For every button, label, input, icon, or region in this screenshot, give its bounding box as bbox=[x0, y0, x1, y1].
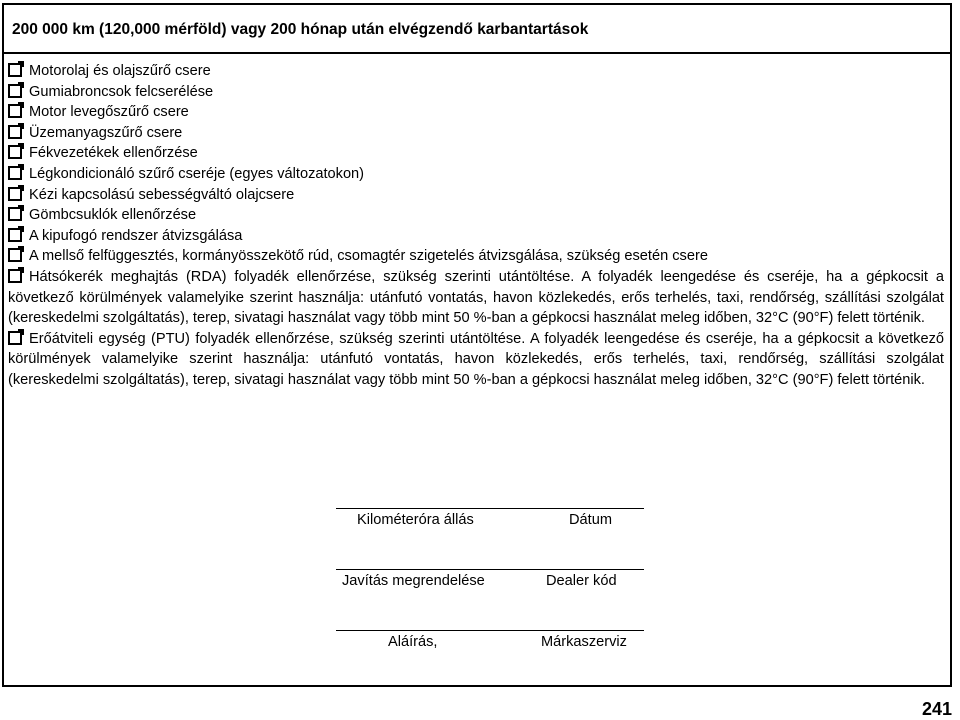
page-title: 200 000 km (120,000 mérföld) vagy 200 hónap után elvégzendő karbantartások bbox=[12, 21, 589, 38]
checklist-item bbox=[8, 226, 944, 247]
checkbox-icon[interactable] bbox=[8, 125, 22, 139]
checklist-item-label: A mellső felfüggesztés, kormányösszekötő rúd, csomagtér szigetelés átvizsgálása, szükség esetén csere bbox=[29, 248, 708, 265]
checklist-item bbox=[8, 246, 944, 267]
signature-label: Aláírás, bbox=[388, 634, 438, 650]
checklist-item-label: A kipufogó rendszer átvizsgálása bbox=[29, 227, 243, 244]
checkbox-icon[interactable] bbox=[8, 166, 22, 180]
checkbox-icon[interactable] bbox=[8, 187, 22, 201]
maintenance-checklist bbox=[8, 61, 944, 391]
checkbox-icon[interactable] bbox=[8, 228, 22, 242]
checkbox-icon[interactable] bbox=[8, 104, 22, 118]
checkbox-icon[interactable] bbox=[8, 145, 22, 159]
signature-line[interactable] bbox=[336, 630, 644, 631]
checklist-item bbox=[8, 61, 944, 82]
checklist-item-label: Fékvezetékek ellenőrzése bbox=[29, 145, 198, 162]
brand-service-label: Márkaszerviz bbox=[541, 634, 627, 650]
checklist-item-label: Üzemanyagszűrő csere bbox=[29, 124, 183, 141]
checkbox-icon[interactable] bbox=[8, 84, 22, 98]
checklist-item bbox=[8, 82, 944, 103]
checklist-item-label: Erőátviteli egység (PTU) folyadék ellenőrzése, szükség szerinti utántöltése. A folyadék leengedése és cseréje, ha a gépkocsit a következő körülmények valamelyike szerint használja: utánfutó vontatás, havon közlekedés, erős terhelés, taxi, rendőrség, szállítási szolgálat (kereskedelmi szolgáltatás), terep, sivatagi használat vagy több mint 50 %-ban a gépkocsi használat meleg időben, 32°C (90°F) felett történik. bbox=[8, 330, 944, 388]
checklist-item-label: Gumiabroncsok felcserélése bbox=[29, 83, 214, 100]
odometer-label: Kilométeróra állás bbox=[357, 512, 474, 528]
form-header bbox=[4, 5, 950, 54]
checklist-item-label: Motor levegőszűrő csere bbox=[29, 104, 189, 121]
repair-order-label: Javítás megrendelése bbox=[342, 573, 485, 589]
checkbox-icon[interactable] bbox=[8, 331, 22, 345]
checklist-item-ptu bbox=[8, 329, 944, 391]
checkbox-icon[interactable] bbox=[8, 248, 22, 262]
checklist-item-label: Kézi kapcsolású sebességváltó olajcsere bbox=[29, 186, 295, 203]
checklist-item bbox=[8, 102, 944, 123]
checklist-item bbox=[8, 123, 944, 144]
dealer-code-label: Dealer kód bbox=[546, 573, 617, 589]
checklist-item-label: Légkondicionáló szűrő cseréje (egyes változatokon) bbox=[29, 165, 365, 182]
page-number: 241 bbox=[921, 699, 952, 719]
repair-order-line[interactable] bbox=[336, 569, 644, 570]
checklist-item bbox=[8, 205, 944, 226]
checklist-item-label: Gömbcsuklók ellenőrzése bbox=[29, 207, 197, 224]
checklist-item bbox=[8, 185, 944, 206]
checkbox-icon[interactable] bbox=[8, 63, 22, 77]
checklist-item-label: Motorolaj és olajszűrő csere bbox=[29, 63, 211, 79]
checkbox-icon[interactable] bbox=[8, 269, 22, 283]
checkbox-icon[interactable] bbox=[8, 207, 22, 221]
checklist-item-label: Hátsókerék meghajtás (RDA) folyadék ellenőrzése, szükség szerinti utántöltése. A folyadék leengedése és cseréje, ha a gépkocsit a következő körülmények valamelyike szerint használja: utánfutó vontatás, havon közlekedés, erős terhelés, taxi, rendőrség, szállítási szolgálat (kereskedelmi szolgáltatás), terep, sivatagi használat vagy több mint 50 %-ban a gépkocsi használat meleg időben, 32°C (90°F) felett történik. bbox=[8, 268, 944, 327]
checklist-item bbox=[8, 143, 944, 164]
checklist-item-rda bbox=[8, 267, 944, 329]
checklist-item bbox=[8, 164, 944, 185]
date-label: Dátum bbox=[569, 512, 612, 528]
odometer-date-line[interactable] bbox=[336, 508, 644, 509]
